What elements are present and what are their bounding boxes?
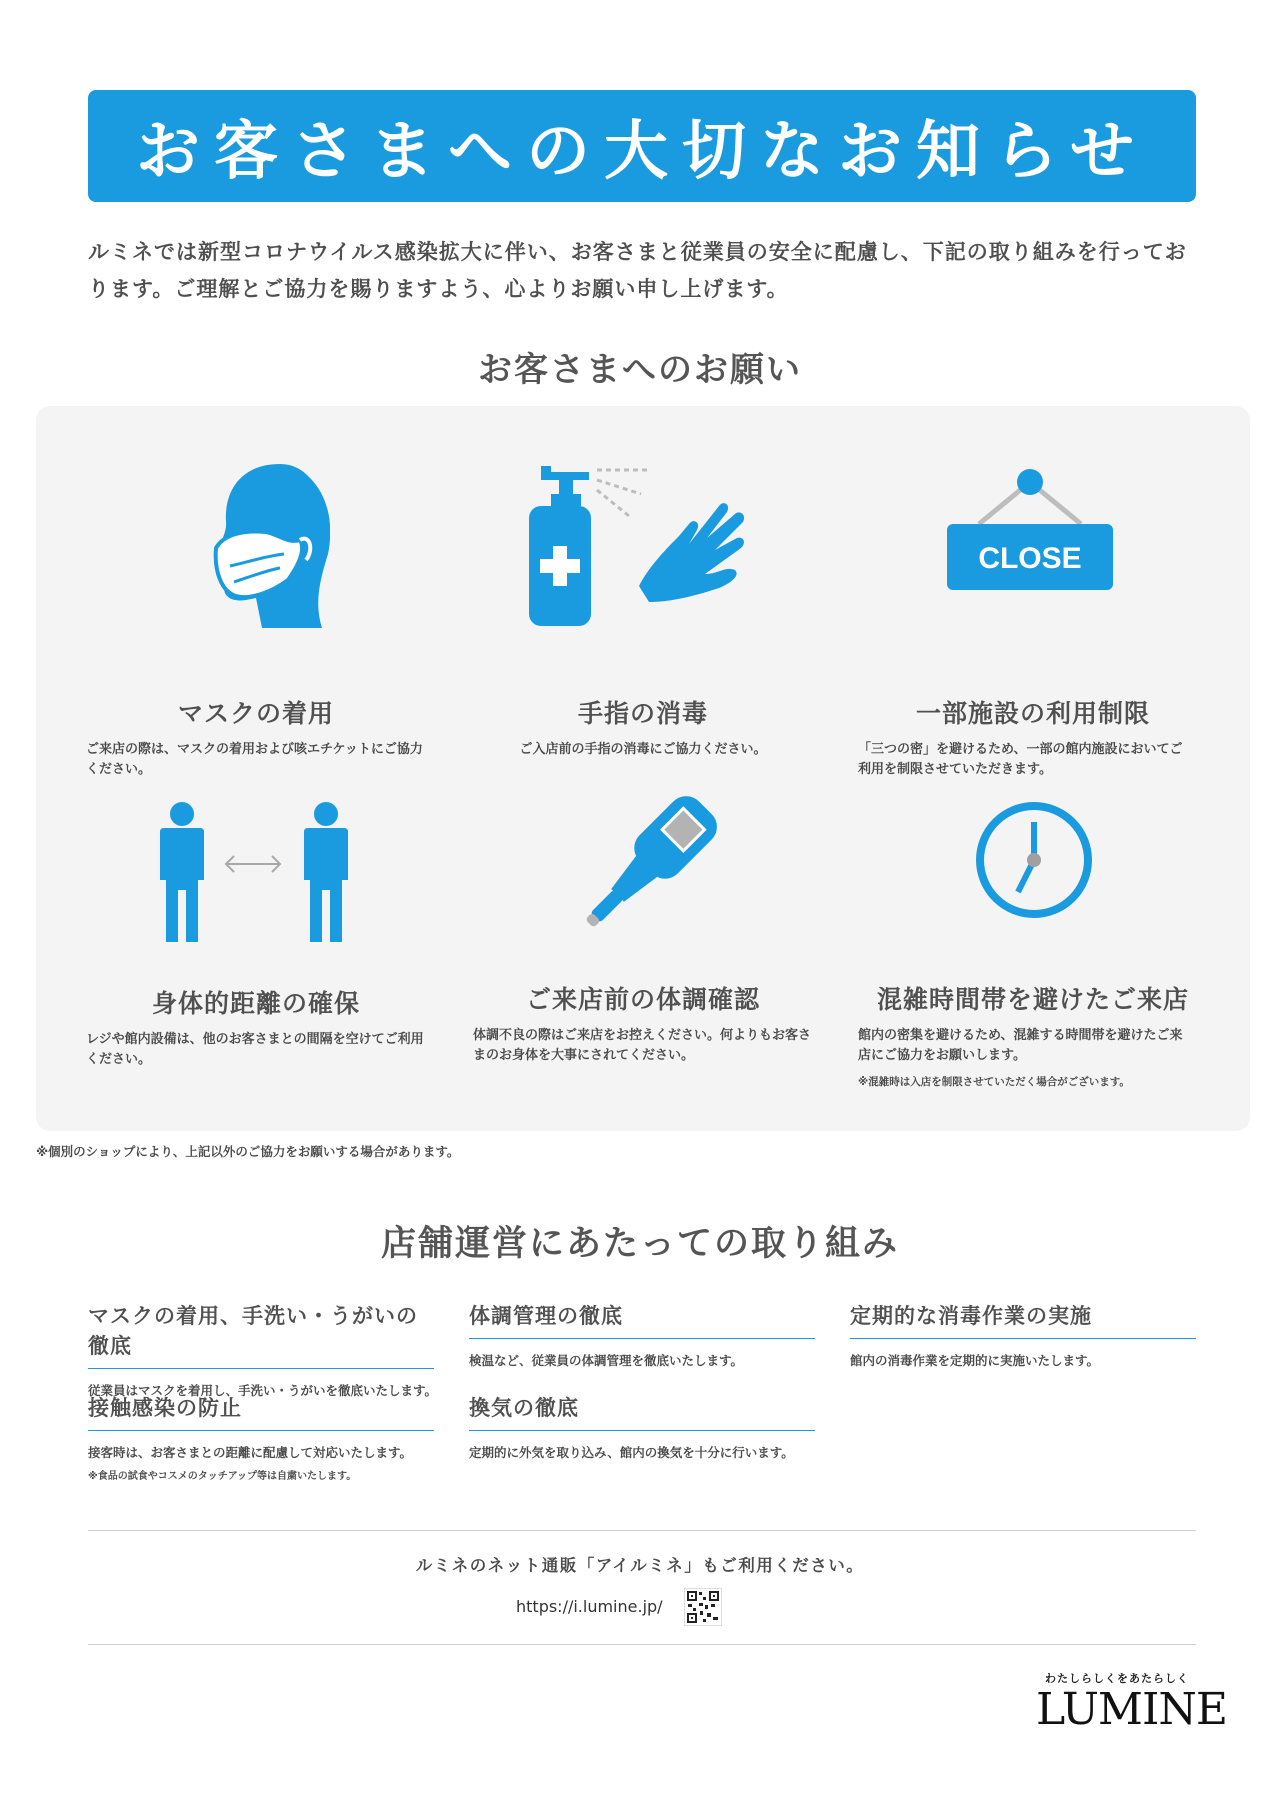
measure-title: マスクの着用、手洗い・うがいの徹底	[88, 1300, 434, 1369]
request-title: 一部施設の利用制限	[915, 699, 1150, 728]
thermometer-icon	[573, 790, 723, 940]
measure-desc: 検温など、従業員の体調管理を徹底いたします。	[469, 1353, 744, 1368]
request-title: ご来店前の体調確認	[525, 985, 760, 1014]
clock-icon	[972, 798, 1096, 922]
requests-title: お客さまへのお願い	[478, 350, 802, 390]
face-mask-icon	[210, 462, 330, 632]
request-avoid-peak	[858, 782, 1208, 1102]
lumine-logo: LUMINE	[1036, 1684, 1227, 1735]
measure-title: 定期的な消毒作業の実施	[850, 1300, 1196, 1339]
request-desc: ご入店前の手指の消毒にご協力ください。	[519, 742, 767, 757]
netshop-url-link[interactable]: https://i.lumine.jp/	[516, 1597, 663, 1616]
brand-tagline: わたしらしくをあたらしく	[1045, 1672, 1189, 1685]
requests-footnote: ※個別のショップにより、上記以外のご協力をお願いする場合があります。	[36, 1144, 460, 1159]
request-distance	[86, 782, 426, 1082]
hand-sanitizer-icon	[529, 466, 759, 626]
request-title: 身体的距離の確保	[151, 989, 360, 1018]
measure-item	[88, 1300, 438, 1399]
request-mask	[86, 446, 426, 777]
measure-item	[88, 1392, 434, 1482]
measure-title: 接触感染の防止	[88, 1392, 434, 1431]
request-title: 手指の消毒	[577, 699, 708, 728]
request-desc: ご来店の際は、マスクの着用および咳エチケットにご協力ください。	[86, 742, 423, 777]
measure-item	[469, 1300, 815, 1369]
request-desc: レジや館内設備は、他のお客さまとの間隔を空けてご利用ください。	[86, 1032, 424, 1067]
measure-desc: 館内の消毒作業を定期的に実施いたします。	[850, 1353, 1100, 1368]
request-note: ※混雑時は入店を制限させていただく場合がございます。	[858, 1076, 1130, 1088]
qr-code-icon[interactable]	[684, 1588, 722, 1626]
intro-text: ルミネでは新型コロナウイルス感染拡大に伴い、お客さまと従業員の安全に配慮し、下記の取り組みを行っております。ご理解とご協力を賜りますよう、心よりお願い申し上げます。	[88, 240, 1187, 301]
notice-banner	[88, 90, 1196, 202]
social-distance-icon	[154, 802, 354, 942]
request-desc: 館内の密集を避けるため、混雑する時間帯を避けたご来店にご協力をお願いします。	[858, 1028, 1183, 1063]
request-title: マスクの着用	[177, 699, 334, 728]
measure-note: ※食品の試食やコスメのタッチアップ等は自粛いたします。	[88, 1471, 357, 1482]
banner-title: お客さまへの大切なお知らせ	[135, 115, 1149, 189]
request-title: 混雑時間帯を避けたご来店	[876, 985, 1189, 1014]
requests-panel	[36, 406, 1250, 1131]
request-facility-limit	[858, 446, 1208, 777]
measure-desc: 接客時は、お客さまとの距離に配慮して対応いたします。	[88, 1445, 413, 1460]
measure-desc: 従業員はマスクを着用し、手洗い・うがいを徹底いたします。	[88, 1383, 438, 1398]
close-sign-icon	[945, 468, 1115, 596]
measures-title: 店舗運営にあたっての取り組み	[380, 1224, 899, 1264]
request-desc: 体調不良の際はご来店をお控えください。何よりもお客さまのお身体を大事にされてください。	[473, 1028, 812, 1063]
request-desc: 「三つの密」を避けるため、一部の館内施設においてご利用を制限させていただきます。	[858, 742, 1183, 777]
measure-desc: 定期的に外気を取り込み、館内の換気を十分に行います。	[469, 1445, 794, 1460]
divider	[88, 1644, 1196, 1645]
measure-item	[469, 1392, 815, 1461]
measure-item	[850, 1300, 1196, 1369]
measure-title: 換気の徹底	[469, 1392, 815, 1431]
request-health-check	[473, 782, 813, 1082]
measure-title: 体調管理の徹底	[469, 1300, 815, 1339]
divider	[88, 1530, 1196, 1531]
close-sign-text: CLOSE	[978, 542, 1082, 575]
request-sanitizer	[473, 446, 813, 757]
netshop-text: ルミネのネット通販「アイルミネ」もご利用ください。	[415, 1556, 865, 1575]
